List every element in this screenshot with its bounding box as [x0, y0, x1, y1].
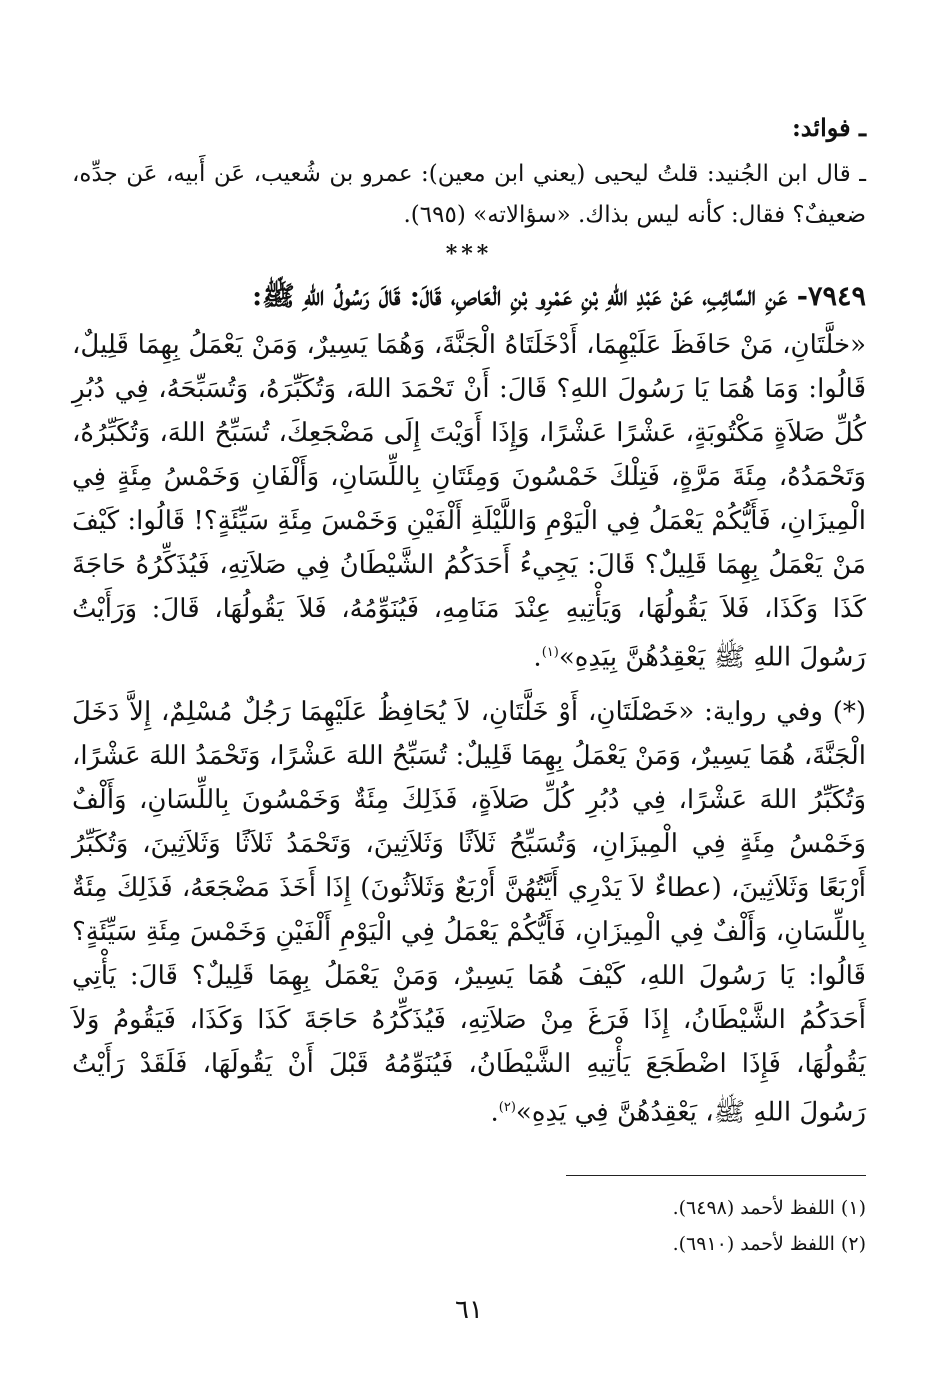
hadith-body: «خلَّتَانِ، مَنْ حَافَظَ عَلَيْهِمَا، أَدْخَلَتَاهُ الْجَنَّةَ، وَهُمَا يَسِيرٌ، وَمَنْ يَعْمَلُ بِهِمَا قَلِيلٌ، قَالُوا: وَمَا هُمَا يَا رَسُولَ اللهِ؟ قَالَ: أَنْ تَحْمَدَ اللهَ، وَتُكَبِّرَهُ، وَتُسَبِّحَهُ، فِي دُبُرِ كُلِّ صَلاَةٍ مَكْتُوبَةٍ، عَشْرًا عَشْرًا، وَإِذَا أَوَيْتَ إِلَى مَضْجَعِكَ، تُسَبِّحُ اللهَ، وَتُكَبِّرُهُ، وَتَحْمَدُهُ، مِئَةَ مَرَّةٍ، فَتِلْكَ خَمْسُونَ وَمِئَتَانِ بِاللِّسَانِ، وَأَلْفَانِ وَخَمْسُ مِئَةٍ فِي الْمِيزَانِ، فَأَيُّكُمْ يَعْمَلُ فِي الْيَوْمِ وَاللَّيْلَةِ أَلْفَيْنِ وَخَمْسَ مِئَةِ سَيِّئَةٍ؟! قَالُوا: كَيْفَ مَنْ يَعْمَلُ بِهِمَا قَلِيلٌ؟ قَالَ: يَجِيءُ أَحَدَكُمُ الشَّيْطَانُ فِي صَلاَتِهِ، فَيُذَكِّرُهُ حَاجَةَ كَذَا وَكَذَا، فَلاَ يَقُولُهَا، وَيَأْتِيهِ عِنْدَ مَنَامِهِ، فَيُنَوِّمُهُ، فَلاَ يَقُولُهَا، قَالَ: وَرَأَيْتُ رَسُولَ اللهِ ﷺ يَعْقِدُهُنَّ بِيَدِهِ» — [71, 330, 866, 673]
hadith-header: ٧٩٤٩- عَنِ السَّائِبِ، عَنْ عَبْدِ اللهِ بْنِ عَمْرِو بْنِ الْعَاصِ، قَالَ: قَالَ رَسُولُ اللهِ ﷺ: — [252, 281, 866, 312]
footnotes — [72, 1190, 866, 1262]
section-heading: ـ فوائد: — [791, 113, 866, 142]
ibn-junayd-note: ـ قال ابن الجُنيد: قلتُ ليحيى (يعني ابن معين): عمرو بن شُعيب، عَن أَبيه، عَن جدِّه، ضعيفٌ؟ فقال: كأنه ليس بذاك. «سؤالاته» (٦٩٥). — [72, 161, 866, 228]
page-number: ٦١ — [455, 1295, 483, 1325]
hadith-text: «خلَّتَانِ، مَنْ حَافَظَ عَلَيْهِمَا، أَدْخَلَتَاهُ الْجَنَّةَ، وَهُمَا يَسِيرٌ، وَمَنْ يَعْمَلُ بِهِمَا قَلِيلٌ، قَالُوا: وَمَا هُمَا يَا رَسُولَ اللهِ؟ قَالَ: أَنْ تَحْمَدَ اللهَ، وَتُكَبِّرَهُ، وَتُسَبِّحَهُ، فِي دُبُرِ كُلِّ صَلاَةٍ مَكْتُوبَةٍ، عَشْرًا عَشْرًا، وَإِذَا أَوَيْتَ إِلَى مَضْجَعِكَ، تُسَبِّحُ اللهَ، وَتُكَبِّرُهُ، وَتَحْمَدُهُ، مِئَةَ مَرَّةٍ، فَتِلْكَ خَمْسُونَ وَمِئَتَانِ بِاللِّسَانِ، وَأَلْفَانِ وَخَمْسُ مِئَةٍ فِي الْمِيزَانِ، فَأَيُّكُمْ يَعْمَلُ فِي الْيَوْمِ وَاللَّيْلَةِ أَلْفَيْنِ وَخَمْسَ مِئَةِ سَيِّئَةٍ؟! قَالُوا: كَيْفَ مَنْ يَعْمَلُ بِهِمَا قَلِيلٌ؟ قَالَ: يَجِيءُ أَحَدَكُمُ الشَّيْطَانُ فِي صَلاَتِهِ، فَيُذَكِّرُهُ حَاجَةَ كَذَا وَكَذَا، فَلاَ يَقُولُهَا، وَيَأْتِيهِ عِنْدَ مَنَامِهِ، فَيُنَوِّمُهُ، فَلاَ يَقُولُهَا، قَالَ: وَرَأَيْتُ رَسُولَ اللهِ ﷺ يَعْقِدُهُنَّ بِيَدِهِ»$^{(١)}$. — [71, 330, 866, 673]
riwaya-text: (*) وفي رواية: «خَصْلَتَانِ، أَوْ خَلَّتَانِ، لاَ يُحَافِظُ عَلَيْهِمَا رَجُلٌ مُسْلِمٌ، إِلاَّ دَخَلَ الْجَنَّةَ، هُمَا يَسِيرٌ، وَمَنْ يَعْمَلُ بِهِمَا قَلِيلٌ: تُسَبِّحُ اللهَ عَشْرًا، وَتَحْمَدُ اللهَ عَشْرًا، وَتُكَبِّرُ اللهَ عَشْرًا، فِي دُبُرِ كُلِّ صَلاَةٍ، فَذَلِكَ مِئَةٌ وَخَمْسُونَ بِاللِّسَانِ، وَأَلْفٌ وَخَمْسُ مِئَةٍ فِي الْمِيزَانِ، وَتُسَبِّحُ ثَلاَثًا وَثَلاَثِينَ، وَتَحْمَدُ ثَلاَثًا وَثَلاَثِينَ، وَتُكَبِّرُ أَرْبَعًا وَثَلاَثِينَ، (عطاءٌ لاَ يَدْرِي أَيَّتُهُنَّ أَرْبَعٌ وَثَلاَثُونَ) إِذَا أَخَذَ مَضْجَعَهُ، فَذَلِكَ مِئَةٌ بِاللِّسَانِ، وَأَلْفٌ فِي الْمِيزَانِ، فَأَيُّكُمْ يَعْمَلُ فِي الْيَوْمِ أَلْفَيْنِ وَخَمْسَ مِئَةِ سَيِّئَةٍ؟ قَالُوا: يَا رَسُولَ اللهِ، كَيْفَ هُمَا يَسِيرٌ، وَمَنْ يَعْمَلُ بِهِمَا قَلِيلٌ؟ قَالَ: يَأْتِي أَحَدَكُمُ الشَّيْطَانُ، إِذَا فَرَغَ مِنْ صَلاَتِهِ، فَيُذَكِّرُهُ حَاجَةَ كَذَا وَكَذَا، فَيَقُومُ وَلاَ يَقُولُهَا، فَإِذَا اضْطَجَعَ يَأْتِيهِ الشَّيْطَانُ، فَيُنَوِّمُهُ قَبْلَ أَنْ يَقُولَهَا، فَلَقَدْ رَأَيْتُ رَسُولَ اللهِ ﷺ، يَعْقِدُهُنَّ فِي يَدِهِ»$^{(٢)}$. — [72, 696, 866, 1128]
footnote-ref-2[interactable]: (٢) — [498, 1099, 516, 1115]
riwaya-body: (*) وفي رواية: «خَصْلَتَانِ، أَوْ خَلَّتَانِ، لاَ يُحَافِظُ عَلَيْهِمَا رَجُلٌ مُسْلِمٌ، إِلاَّ دَخَلَ الْجَنَّةَ، هُمَا يَسِيرٌ، وَمَنْ يَعْمَلُ بِهِمَا قَلِيلٌ: تُسَبِّحُ اللهَ عَشْرًا، وَتَحْمَدُ اللهَ عَشْرًا، وَتُكَبِّرُ اللهَ عَشْرًا، فِي دُبُرِ كُلِّ صَلاَةٍ، فَذَلِكَ مِئَةٌ وَخَمْسُونَ بِاللِّسَانِ، وَأَلْفٌ وَخَمْسُ مِئَةٍ فِي الْمِيزَانِ، وَتُسَبِّحُ ثَلاَثًا وَثَلاَثِينَ، وَتَحْمَدُ ثَلاَثًا وَثَلاَثِينَ، وَتُكَبِّرُ أَرْبَعًا وَثَلاَثِينَ، (عطاءٌ لاَ يَدْرِي أَيَّتُهُنَّ أَرْبَعٌ وَثَلاَثُونَ) إِذَا أَخَذَ مَضْجَعَهُ، فَذَلِكَ مِئَةٌ بِاللِّسَانِ، وَأَلْفٌ فِي الْمِيزَانِ، فَأَيُّكُمْ يَعْمَلُ فِي الْيَوْمِ أَلْفَيْنِ وَخَمْسَ مِئَةِ سَيِّئَةٍ؟ قَالُوا: يَا رَسُولَ اللهِ، كَيْفَ هُمَا يَسِيرٌ، وَمَنْ يَعْمَلُ بِهِمَا قَلِيلٌ؟ قَالَ: يَأْتِي أَحَدَكُمُ الشَّيْطَانُ، إِذَا فَرَغَ مِنْ صَلاَتِهِ، فَيُذَكِّرُهُ حَاجَةَ كَذَا وَكَذَا، فَيَقُومُ وَلاَ يَقُولُهَا، فَإِذَا اضْطَجَعَ يَأْتِيهِ الشَّيْطَانُ، فَيُنَوِّمُهُ قَبْلَ أَنْ يَقُولَهَا، فَلَقَدْ رَأَيْتُ رَسُولَ اللهِ ﷺ، يَعْقِدُهُنَّ فِي يَدِهِ» — [72, 696, 866, 1128]
footnote-divider — [566, 1175, 866, 1176]
section-separator: *** — [445, 241, 493, 267]
footnote-1: (١) اللفظ لأحمد (٦٤٩٨). — [672, 1197, 866, 1219]
footnote-2: (٢) اللفظ لأحمد (٦٩١٠). — [672, 1233, 866, 1255]
footnote-ref-1[interactable]: (١) — [541, 645, 559, 660]
